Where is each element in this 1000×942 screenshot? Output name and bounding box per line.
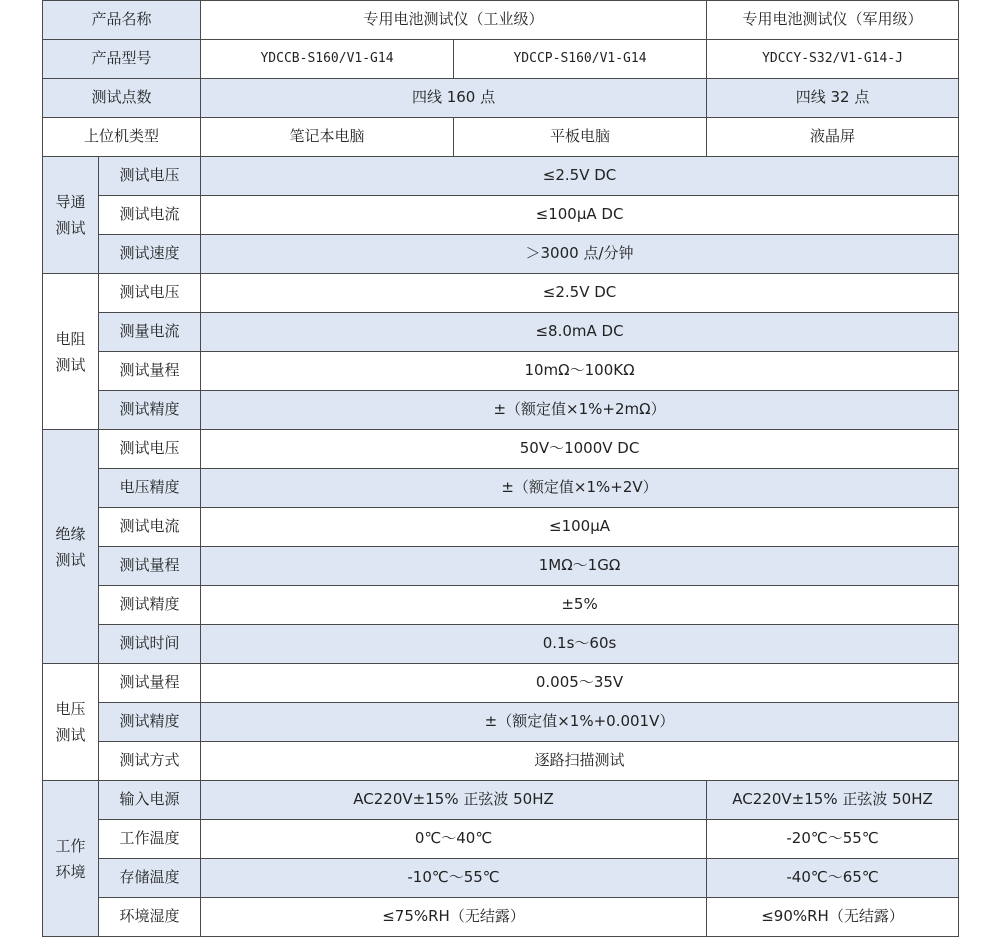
value-cell: 笔记本电脑 xyxy=(201,118,454,157)
value-cell: ±5% xyxy=(201,586,959,625)
param-cell: 环境湿度 xyxy=(99,898,201,937)
group-label-cell xyxy=(43,274,99,430)
model-cell: YDCCY-S32/V1-G14-J xyxy=(707,40,959,79)
table-row xyxy=(43,274,959,313)
table-row xyxy=(43,547,959,586)
group-label-cell xyxy=(43,664,99,781)
param-cell: 测试电压 xyxy=(99,430,201,469)
value-cell: 0.005～35V xyxy=(201,664,959,703)
table-row xyxy=(43,40,959,79)
table-row xyxy=(43,781,959,820)
row-header-cell: 测试点数 xyxy=(43,79,201,118)
table-row xyxy=(43,313,959,352)
group-label-cell xyxy=(43,781,99,937)
value-cell: 0℃～40℃ xyxy=(201,820,707,859)
table-row xyxy=(43,625,959,664)
group-label: 导通测试 xyxy=(55,193,86,237)
table-row xyxy=(43,742,959,781)
table-row xyxy=(43,664,959,703)
product-name-cell: 专用电池测试仪（军用级） xyxy=(707,1,959,40)
group-label-cell xyxy=(43,430,99,664)
value-cell: 四线 32 点 xyxy=(707,79,959,118)
value-cell: ±（额定值×1%+0.001V） xyxy=(201,703,959,742)
param-cell: 测试精度 xyxy=(99,391,201,430)
param-cell: 测试精度 xyxy=(99,703,201,742)
param-cell: 测试电流 xyxy=(99,508,201,547)
param-cell: 测试量程 xyxy=(99,547,201,586)
group-label: 工作环境 xyxy=(55,836,86,881)
table-row xyxy=(43,898,959,937)
value-cell: 50V～1000V DC xyxy=(201,430,959,469)
value-cell: ≤100μA xyxy=(201,508,959,547)
value-cell: ±（额定值×1%+2mΩ） xyxy=(201,391,959,430)
value-cell: 四线 160 点 xyxy=(201,79,707,118)
param-cell: 测试速度 xyxy=(99,235,201,274)
table-row xyxy=(43,508,959,547)
param-cell: 测试电流 xyxy=(99,196,201,235)
value-cell: ≤100μA DC xyxy=(201,196,959,235)
value-cell: ＞3000 点/分钟 xyxy=(201,235,959,274)
param-cell: 存储温度 xyxy=(99,859,201,898)
value-cell: AC220V±15% 正弦波 50HZ xyxy=(201,781,707,820)
table-row xyxy=(43,235,959,274)
table-row xyxy=(43,820,959,859)
param-cell: 测量电流 xyxy=(99,313,201,352)
table-row xyxy=(43,586,959,625)
row-header-cell: 上位机类型 xyxy=(43,118,201,157)
table-row xyxy=(43,79,959,118)
spec-table xyxy=(42,0,959,937)
row-header-cell: 产品型号 xyxy=(43,40,201,79)
param-cell: 测试方式 xyxy=(99,742,201,781)
table-row xyxy=(43,859,959,898)
param-cell: 测试电压 xyxy=(99,274,201,313)
table-row xyxy=(43,157,959,196)
param-cell: 输入电源 xyxy=(99,781,201,820)
table-row xyxy=(43,469,959,508)
value-cell: ≤90%RH（无结露） xyxy=(707,898,959,937)
value-cell: ≤2.5V DC xyxy=(201,274,959,313)
group-label: 电阻测试 xyxy=(55,329,86,374)
value-cell: 0.1s～60s xyxy=(201,625,959,664)
param-cell: 电压精度 xyxy=(99,469,201,508)
table-row xyxy=(43,118,959,157)
value-cell: 液晶屏 xyxy=(707,118,959,157)
group-label-cell xyxy=(43,157,99,274)
value-cell: -20℃～55℃ xyxy=(707,820,959,859)
row-header-cell: 产品名称 xyxy=(43,1,201,40)
value-cell: ≤75%RH（无结露） xyxy=(201,898,707,937)
table-row xyxy=(43,391,959,430)
value-cell: ±（额定值×1%+2V） xyxy=(201,469,959,508)
value-cell: 1MΩ～1GΩ xyxy=(201,547,959,586)
value-cell: ≤2.5V DC xyxy=(201,157,959,196)
param-cell: 工作温度 xyxy=(99,820,201,859)
param-cell: 测试时间 xyxy=(99,625,201,664)
value-cell: 平板电脑 xyxy=(454,118,707,157)
table-row xyxy=(43,1,959,40)
table-row xyxy=(43,196,959,235)
value-cell: 10mΩ～100KΩ xyxy=(201,352,959,391)
param-cell: 测试量程 xyxy=(99,664,201,703)
product-name-cell: 专用电池测试仪（工业级） xyxy=(201,1,707,40)
model-cell: YDCCB-S160/V1-G14 xyxy=(201,40,454,79)
model-cell: YDCCP-S160/V1-G14 xyxy=(454,40,707,79)
value-cell: ≤8.0mA DC xyxy=(201,313,959,352)
group-label: 绝缘测试 xyxy=(55,524,86,569)
table-row xyxy=(43,430,959,469)
value-cell: 逐路扫描测试 xyxy=(201,742,959,781)
param-cell: 测试电压 xyxy=(99,157,201,196)
value-cell: AC220V±15% 正弦波 50HZ xyxy=(707,781,959,820)
value-cell: -40℃～65℃ xyxy=(707,859,959,898)
value-cell: -10℃～55℃ xyxy=(201,859,707,898)
table-row xyxy=(43,703,959,742)
param-cell: 测试精度 xyxy=(99,586,201,625)
group-label: 电压测试 xyxy=(55,700,86,744)
table-row xyxy=(43,352,959,391)
param-cell: 测试量程 xyxy=(99,352,201,391)
